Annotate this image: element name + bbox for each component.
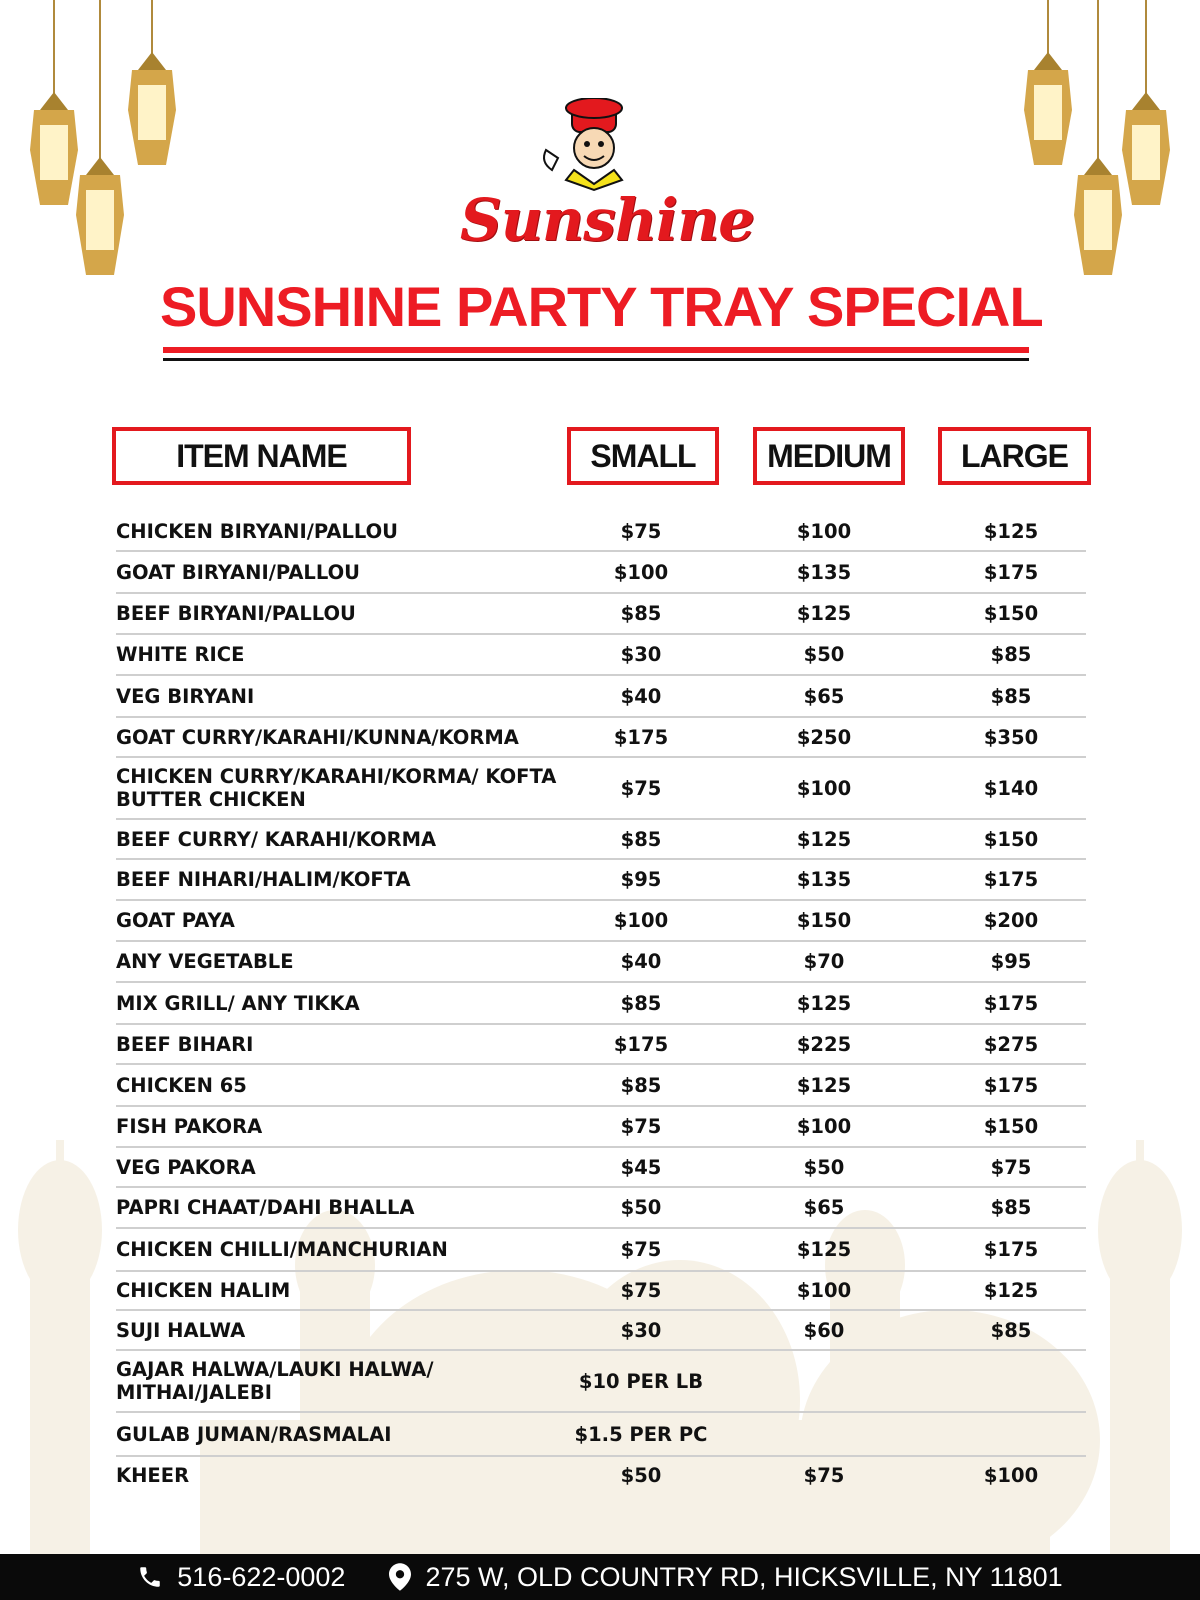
price-medium: $100 <box>796 519 852 543</box>
item-name: GULAB JUMAN/RASMALAI <box>116 1422 392 1446</box>
sunshine-logo <box>460 98 755 254</box>
price-small: $100 <box>613 560 669 584</box>
price-large: $150 <box>983 827 1039 851</box>
price-large: $150 <box>983 1115 1039 1138</box>
page-title: SUNSHINE PARTY TRAY SPECIAL <box>160 275 1043 338</box>
item-name: GAJAR HALWA/LAUKI HALWA/ MITHAI/JALEBI <box>116 1358 434 1404</box>
phone-icon <box>137 1564 163 1590</box>
contact-footer <box>0 1554 1200 1600</box>
price-small: $30 <box>620 643 662 666</box>
lanterns-left-decoration <box>20 0 190 300</box>
item-name: CHICKEN CURRY/KARAHI/KORMA/ KOFTA BUTTER CHICKEN <box>116 765 557 811</box>
header-small: SMALL <box>567 427 719 485</box>
price-medium: $100 <box>796 1279 852 1302</box>
price-medium: $125 <box>796 602 852 625</box>
item-name: BEEF BIRYANI/PALLOU <box>116 602 356 625</box>
price-table <box>116 512 1086 1494</box>
price-large: $85 <box>990 643 1032 666</box>
price-medium: $70 <box>803 950 845 973</box>
table-row <box>116 1025 1086 1065</box>
price-medium: $50 <box>803 1155 845 1179</box>
table-row <box>116 512 1086 552</box>
table-row <box>116 718 1086 758</box>
price-large: $150 <box>983 602 1039 625</box>
item-name: ANY VEGETABLE <box>116 950 294 973</box>
price-large: $175 <box>983 991 1039 1015</box>
item-name: BEEF NIHARI/HALIM/KOFTA <box>116 868 411 891</box>
header-item-name: ITEM NAME <box>112 427 411 485</box>
price-small: $75 <box>620 1238 662 1261</box>
header-large: LARGE <box>938 427 1091 485</box>
item-name: PAPRI CHAAT/DAHI BHALLA <box>116 1196 415 1219</box>
price-small: $85 <box>620 991 662 1015</box>
item-name: KHEER <box>116 1464 190 1487</box>
price-small: $75 <box>620 519 662 543</box>
price-large: $175 <box>983 1238 1039 1261</box>
price-small: $40 <box>620 950 662 973</box>
price-small: $30 <box>620 1318 662 1342</box>
item-name: VEG PAKORA <box>116 1155 256 1179</box>
title-underline-black <box>163 358 1029 361</box>
price-small: $85 <box>620 827 662 851</box>
footer-address[interactable] <box>389 1562 1062 1593</box>
item-name: GOAT PAYA <box>116 909 235 932</box>
chef-mascot-icon <box>532 98 662 198</box>
item-name: CHICKEN BIRYANI/PALLOU <box>116 519 399 543</box>
address-text: 275 W, OLD COUNTRY RD, HICKSVILLE, NY 11801 <box>425 1561 1063 1592</box>
price-small: $10 PER LB <box>578 1369 704 1393</box>
table-row <box>116 758 1086 820</box>
price-large: $175 <box>983 1073 1039 1097</box>
table-row <box>116 1229 1086 1272</box>
item-name: GOAT BIRYANI/PALLOU <box>116 560 360 584</box>
price-medium: $135 <box>796 560 852 584</box>
price-medium: $65 <box>803 1196 845 1219</box>
item-name: WHITE RICE <box>116 643 245 666</box>
price-large: $350 <box>983 725 1039 749</box>
price-large: $275 <box>983 1032 1039 1056</box>
table-row <box>116 942 1086 983</box>
table-row <box>116 1311 1086 1351</box>
table-row <box>116 1351 1086 1413</box>
table-row <box>116 1065 1086 1107</box>
price-small: $75 <box>620 776 662 800</box>
item-name: SUJI HALWA <box>116 1318 246 1342</box>
item-name: FISH PAKORA <box>116 1115 263 1138</box>
price-small: $1.5 PER PC <box>574 1422 708 1446</box>
price-small: $50 <box>620 1196 662 1219</box>
table-row <box>116 901 1086 942</box>
price-small: $175 <box>613 725 669 749</box>
price-medium: $225 <box>796 1032 852 1056</box>
price-small: $85 <box>620 602 662 625</box>
price-large: $200 <box>983 909 1039 932</box>
price-large: $75 <box>990 1155 1032 1179</box>
table-row <box>116 820 1086 860</box>
table-row <box>116 552 1086 594</box>
table-row <box>116 594 1086 635</box>
price-medium: $65 <box>803 684 845 708</box>
price-small: $100 <box>613 909 669 932</box>
table-row <box>116 1413 1086 1457</box>
table-row <box>116 1188 1086 1229</box>
price-small: $75 <box>620 1115 662 1138</box>
price-large: $85 <box>990 1318 1032 1342</box>
price-medium: $50 <box>803 643 845 666</box>
price-small: $40 <box>620 684 662 708</box>
price-small: $45 <box>620 1155 662 1179</box>
price-large: $125 <box>983 519 1039 543</box>
price-medium: $125 <box>796 827 852 851</box>
item-name: VEG BIRYANI <box>116 684 255 708</box>
phone-number: 516-622-0002 <box>177 1561 346 1592</box>
price-medium: $125 <box>796 1238 852 1261</box>
header-medium: MEDIUM <box>753 427 905 485</box>
table-row <box>116 983 1086 1025</box>
price-medium: $150 <box>796 909 852 932</box>
table-row <box>116 1272 1086 1311</box>
price-large: $175 <box>983 868 1039 891</box>
table-row <box>116 676 1086 718</box>
map-pin-icon <box>389 1563 411 1591</box>
price-small: $85 <box>620 1073 662 1097</box>
price-large: $100 <box>983 1464 1039 1487</box>
lanterns-right-decoration <box>1010 0 1180 300</box>
price-large: $85 <box>990 1196 1032 1219</box>
item-name: BEEF BIHARI <box>116 1032 254 1056</box>
price-large: $140 <box>983 776 1039 800</box>
price-medium: $60 <box>803 1318 845 1342</box>
price-small: $95 <box>620 868 662 891</box>
table-row <box>116 635 1086 676</box>
price-medium: $250 <box>796 725 852 749</box>
price-small: $75 <box>620 1279 662 1302</box>
brand-logo-text: Sunshine <box>460 186 755 254</box>
price-small: $50 <box>620 1464 662 1487</box>
price-large: $175 <box>983 560 1039 584</box>
table-row <box>116 1457 1086 1494</box>
price-medium: $100 <box>796 776 852 800</box>
item-name: CHICKEN CHILLI/MANCHURIAN <box>116 1238 448 1261</box>
title-underline-red <box>163 347 1029 353</box>
item-name: MIX GRILL/ ANY TIKKA <box>116 991 360 1015</box>
price-medium: $125 <box>796 991 852 1015</box>
table-row <box>116 860 1086 901</box>
price-large: $125 <box>983 1279 1039 1302</box>
price-medium: $75 <box>803 1464 845 1487</box>
price-small: $175 <box>613 1032 669 1056</box>
table-row <box>116 1148 1086 1188</box>
price-medium: $125 <box>796 1073 852 1097</box>
price-medium: $100 <box>796 1115 852 1138</box>
item-name: GOAT CURRY/KARAHI/KUNNA/KORMA <box>116 725 519 749</box>
footer-phone[interactable] <box>137 1562 345 1593</box>
price-large: $85 <box>990 684 1032 708</box>
item-name: CHICKEN 65 <box>116 1073 247 1097</box>
item-name: BEEF CURRY/ KARAHI/KORMA <box>116 827 437 851</box>
price-medium: $135 <box>796 868 852 891</box>
table-row <box>116 1107 1086 1148</box>
item-name: CHICKEN HALIM <box>116 1279 291 1302</box>
price-large: $95 <box>990 950 1032 973</box>
